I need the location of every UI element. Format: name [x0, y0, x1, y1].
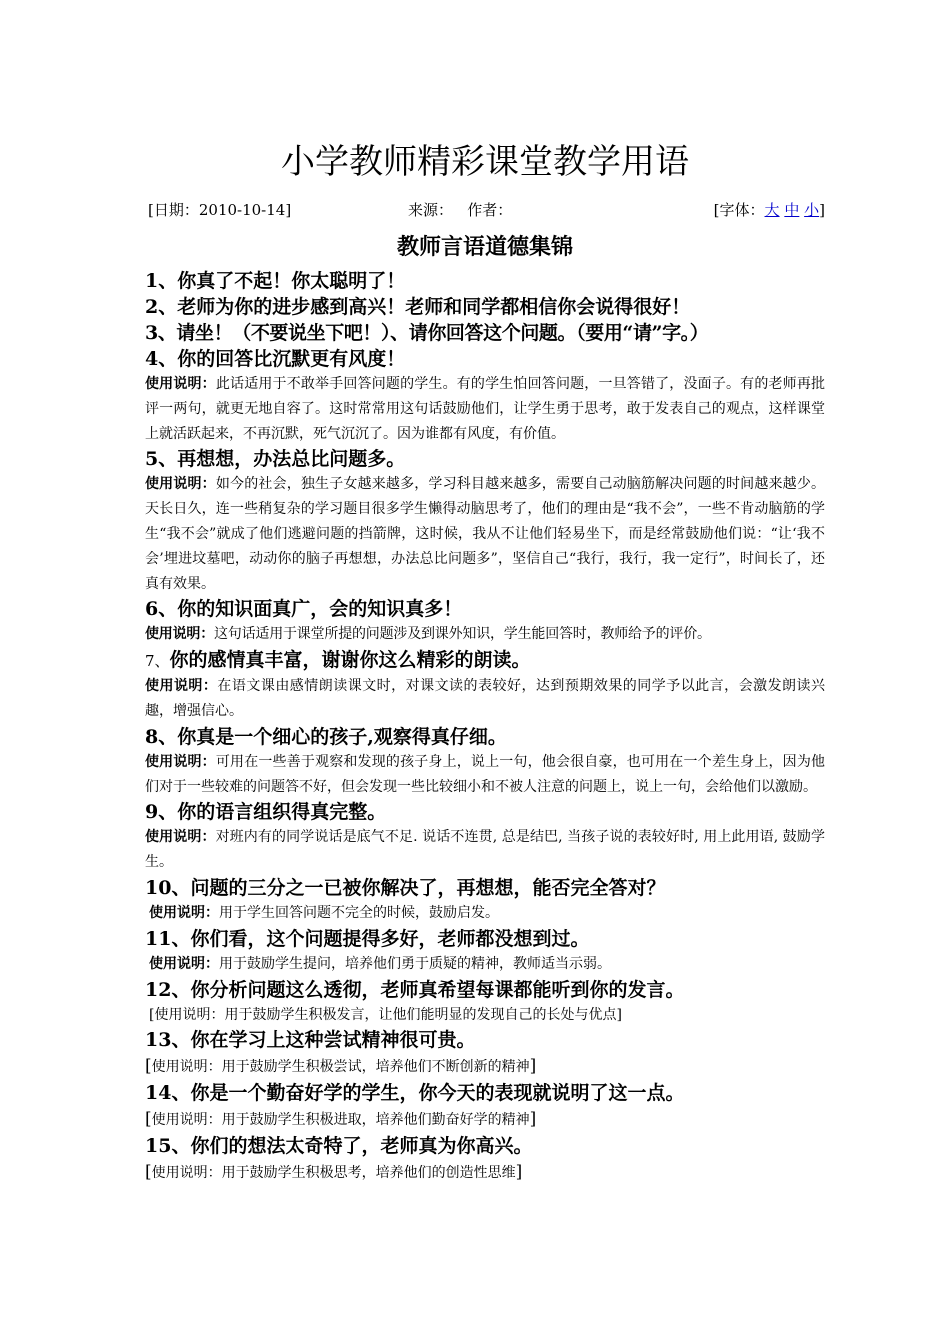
bracket-open: [: [145, 1162, 152, 1183]
section-title: 教师言语道德集锦: [396, 234, 573, 260]
usage-label: 使用说明：: [145, 476, 216, 493]
usage-text: 用于学生回答问题不完全的时候，鼓励启发。: [219, 904, 499, 921]
publish-date: [日期：2010-10-14]: [148, 201, 292, 219]
phrase-heading: 3、请坐！（不要说坐下吧！）、请你回答这个问题。（要用“请”字。）: [145, 322, 709, 344]
font-size-label: [字体：: [713, 201, 765, 219]
usage-note: [145, 472, 825, 596]
phrase-heading: 14、你是一个勤奋好学的学生，你今天的表现就说明了这一点。: [145, 1082, 685, 1105]
phrase-heading: 6、你的知识面真广，会的知识真多！: [145, 598, 463, 621]
bracket-open: [: [145, 1056, 152, 1077]
usage-label: 使用说明：: [145, 376, 216, 392]
usage-text: 使用说明：用于鼓励学生积极思考，培养他们的创造性思维: [151, 1165, 516, 1182]
bracket-close: ]: [529, 1109, 537, 1130]
phrase-heading: 1、你真了不起！你太聪明了！: [145, 270, 406, 292]
font-medium-link[interactable]: 中: [784, 201, 800, 219]
font-size-switcher: [714, 198, 825, 222]
phrase-heading: 9、你的语言组织得真完整。: [145, 801, 387, 824]
font-large-link[interactable]: 大: [764, 201, 780, 219]
bracket-close: ]: [529, 1056, 537, 1077]
usage-text: 这句话适用于课堂所提的问题涉及到课外知识，学生能回答时，教师给予的评价。: [214, 626, 711, 643]
usage-label: 使用说明：: [145, 829, 216, 846]
font-size-close: ]: [819, 201, 825, 219]
source-author: 来源： 作者：: [408, 201, 513, 219]
phrase-number: 7、: [145, 652, 170, 671]
usage-text: 使用说明：用于鼓励学生积极进取，培养他们勤奋好学的精神: [151, 1112, 530, 1129]
usage-note: [145, 750, 825, 800]
usage-note: [145, 1159, 825, 1186]
usage-text: 如今的社会，独生子女越来越多，学习科目越来越多，需要自己动脑筋解决问题的时间越来越少。天长日久，连一些稍复杂的学习题目很多学生懒得动脑思考了，他们的理由是“我不会”，一些不肯动脑筋的学生“我不会”就成了他们逃避问题的挡箭牌，这时候，我从不让他们轻易坐下，而是经常鼓励他们说：“让‘我不会’埋进坟墓吧，动动你的脑子再想想，办法总比问题多”，坚信自己“我行，我行，我一定行”，时间长了，还真有效果。: [145, 476, 826, 592]
usage-label: 使用说明：: [145, 753, 216, 770]
usage-text: 使用说明：用于鼓励学生积极尝试，培养他们不断创新的精神: [151, 1059, 530, 1076]
phrase-heading: 12、你分析问题这么透彻，老师真希望每课都能听到你的发言。: [145, 978, 685, 1001]
phrase-heading: 15、你们的想法太奇特了，老师真为你高兴。: [145, 1135, 533, 1158]
article-meta: [145, 198, 825, 222]
usage-note: [145, 622, 825, 647]
usage-label: 使用说明：: [145, 626, 214, 643]
usage-text: 此话适用于不敢举手回答问题的学生。有的学生怕回答问题，一旦答错了，没面子。有的老师再批评一两句，就更无地自容了。这时常常用这句话鼓励他们，让学生勇于思考，敢于发表自己的观点，这样课堂上就活跃起来，不再沉默，死气沉沉了。因为谁都有风度，有价值。: [145, 376, 826, 442]
phrase-heading: 11、你们看，这个问题提得多好，老师都没想到过。: [145, 927, 590, 950]
page-title: 小学教师精彩课堂教学用语: [281, 142, 689, 182]
usage-text: 对班内有的同学说话是底气不足. 说话不连贯, 总是结巴, 当孩子说的表较好时, 用上此用语, 鼓励学生。: [145, 829, 826, 871]
phrase-heading: 10、问题的三分之一已被你解决了，再想想，能否完全答对？: [145, 876, 666, 899]
phrase-heading: 13、你在学习上这种尝试精神很可贵。: [145, 1029, 476, 1052]
phrase-list: [145, 268, 825, 1186]
usage-note: [145, 952, 825, 977]
phrase-heading: [145, 647, 825, 674]
usage-note: [145, 674, 825, 724]
phrase-text: 你的感情真丰富，谢谢你这么精彩的朗读。: [169, 649, 531, 672]
font-small-link[interactable]: 小: [804, 201, 820, 219]
usage-note: [145, 901, 825, 926]
usage-note: [145, 825, 825, 875]
bracket-close: ]: [515, 1162, 523, 1183]
usage-note: [145, 1053, 825, 1080]
phrase-heading: 2、老师为你的进步感到高兴！老师和同学都相信你会说得很好！: [145, 296, 691, 318]
usage-note: [使用说明：用于鼓励学生积极发言，让他们能明显的发现自己的长处与优点]: [149, 1006, 622, 1023]
usage-label: 使用说明：: [149, 955, 219, 972]
usage-note: [145, 372, 825, 446]
phrase-heading: 8、你真是一个细心的孩子,观察得真仔细。: [145, 725, 507, 748]
phrase-heading: 5、再想想，办法总比问题多。: [145, 448, 406, 471]
usage-text: 在语文课由感情朗读课文时，对课文读的表较好，达到预期效果的同学予以此言，会激发朗读兴趣，增强信心。: [145, 678, 826, 719]
usage-label: 使用说明：: [145, 678, 218, 695]
usage-text: 可用在一些善于观察和发现的孩子身上，说上一句，他会很自豪，也可用在一个差生身上，因为他们对于一些较难的问题答不好，但会发现一些比较细小和不被人注意的问题上，说上一句，会给他们以激励。: [145, 753, 826, 795]
phrase-heading: 4、你的回答比沉默更有风度！: [145, 348, 406, 370]
usage-text: 用于鼓励学生提问，培养他们勇于质疑的精神，教师适当示弱。: [219, 955, 611, 972]
usage-note: [145, 1106, 825, 1133]
bracket-open: [: [145, 1109, 152, 1130]
usage-label: 使用说明：: [149, 904, 219, 921]
